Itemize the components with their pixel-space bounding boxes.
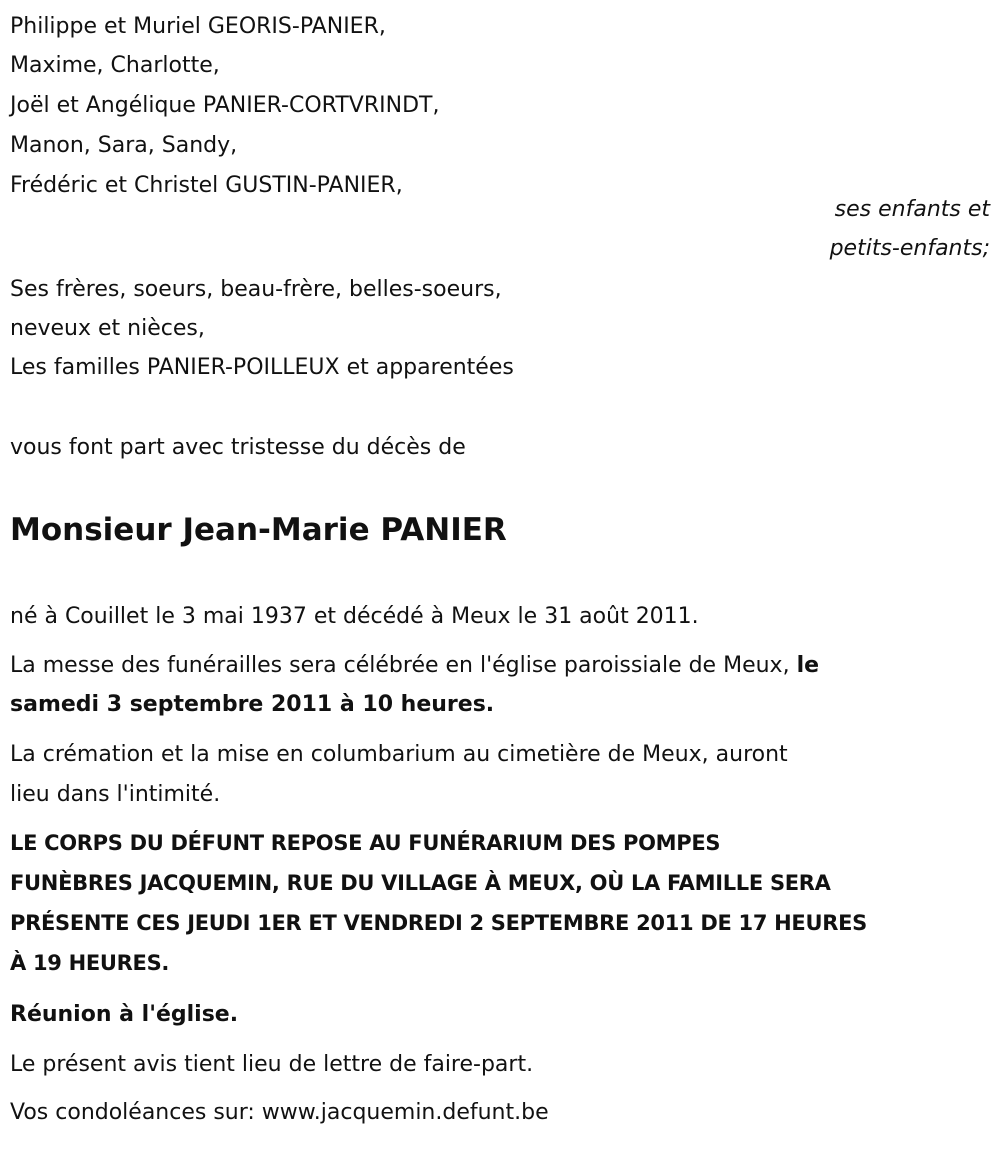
mass-date: samedi 3 septembre 2011 à 10 heures. — [10, 692, 495, 717]
family-line: Philippe et Muriel GEORIS-PANIER, — [10, 14, 386, 39]
visitation-line: PRÉSENTE CES JEUDI 1ER ET VENDREDI 2 SEPTEMBRE 2011 DE 17 HEURES — [10, 911, 867, 935]
deceased-name: Monsieur Jean-Marie PANIER — [10, 512, 507, 548]
visitation-line: LE CORPS DU DÉFUNT REPOSE AU FUNÉRARIUM DES POMPES — [10, 831, 721, 855]
family-line: Joël et Angélique PANIER-CORTVRINDT, — [10, 93, 440, 118]
mass-text-bold: le — [796, 653, 820, 678]
cremation-line: La crémation et la mise en columbarium au cimetière de Meux, auront — [10, 742, 788, 767]
mass-text: La messe des funérailles sera célébrée en l'église paroissiale de Meux, — [10, 653, 797, 678]
visitation-line: FUNÈBRES JACQUEMIN, RUE DU VILLAGE À MEUX, OÙ LA FAMILLE SERA — [10, 871, 831, 895]
relatives-line: Ses frères, soeurs, beau-frère, belles-soeurs, — [10, 277, 502, 302]
family-line: Manon, Sara, Sandy, — [10, 133, 238, 158]
visitation-line: À 19 HEURES. — [10, 951, 170, 975]
relatives-line: neveux et nièces, — [10, 316, 205, 341]
family-role: ses enfants et — [834, 197, 990, 222]
meeting: Réunion à l'église. — [10, 1002, 239, 1027]
cremation-line: lieu dans l'intimité. — [10, 782, 221, 807]
relatives-line: Les familles PANIER-POILLEUX et apparentées — [10, 355, 514, 380]
family-line: Maxime, Charlotte, — [10, 53, 220, 78]
family-line: Frédéric et Christel GUSTIN-PANIER, — [10, 173, 403, 198]
family-role: petits-enfants; — [829, 236, 990, 261]
birth-death: né à Couillet le 3 mai 1937 et décédé à Meux le 31 août 2011. — [10, 604, 699, 629]
announcement: vous font part avec tristesse du décès de — [10, 435, 466, 460]
condolences: Vos condoléances sur: www.jacquemin.defunt.be — [10, 1100, 549, 1125]
notice: Le présent avis tient lieu de lettre de faire-part. — [10, 1052, 534, 1077]
